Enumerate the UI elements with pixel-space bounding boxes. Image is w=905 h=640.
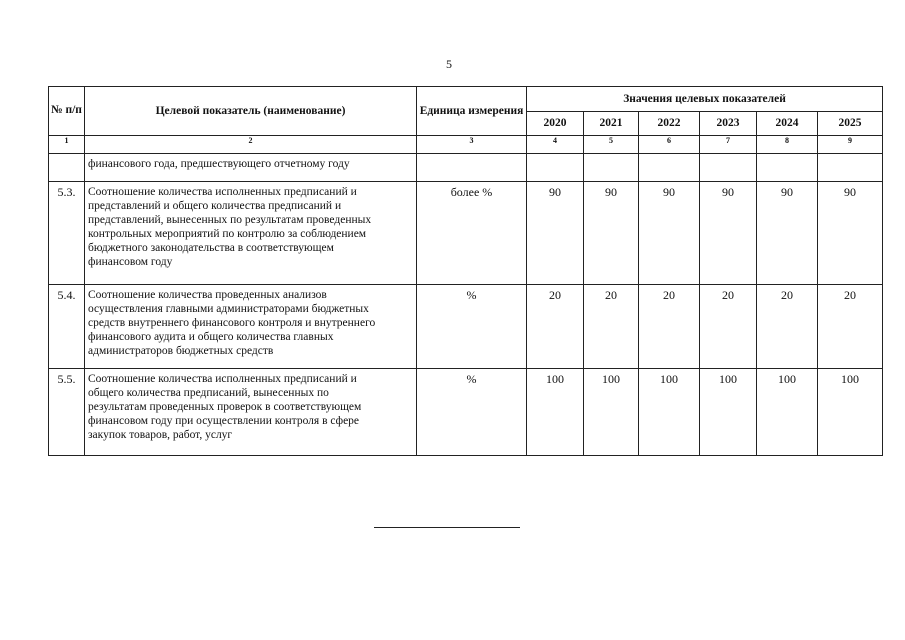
header-year: 2024	[757, 112, 818, 136]
value-2024: 100	[757, 369, 818, 456]
continuation-text: финансового года, предшествующего отчетному году	[85, 154, 417, 182]
name-line: представлений и общего количества предписаний и	[88, 200, 342, 213]
value-2022: 100	[639, 369, 700, 456]
empty-cell	[700, 154, 757, 182]
empty-cell	[417, 154, 527, 182]
name-line: средств внутреннего финансового контроля и внутреннего	[88, 317, 376, 330]
page-number: 5	[446, 57, 452, 71]
value-2023: 90	[700, 182, 757, 285]
header-year: 2020	[527, 112, 584, 136]
column-number-row	[49, 136, 883, 154]
value-2020: 20	[527, 285, 584, 369]
name-line: администраторов бюджетных средств	[88, 345, 274, 358]
name-line: финансовом году при осуществлении контроля в сфере	[88, 415, 360, 428]
indicator-name	[85, 182, 417, 285]
row-index: 5.4.	[49, 285, 85, 369]
unit: %	[417, 285, 527, 369]
empty-cell	[757, 154, 818, 182]
name-line: Соотношение количества исполненных предписаний и	[88, 186, 357, 198]
continuation-row	[49, 154, 883, 182]
name-line: Соотношение количества проведенных анализов	[88, 289, 327, 301]
name-line: общего количества предписаний, вынесенных по	[88, 387, 329, 400]
name-line: осуществления главными администраторами бюджетных	[88, 303, 369, 316]
name-line: закупок товаров, работ, услуг	[88, 429, 233, 442]
name-line: контрольных мероприятий по контролю за соблюдением	[88, 228, 367, 241]
indicators-table	[48, 86, 883, 456]
column-number: 6	[639, 136, 700, 154]
value-2020: 90	[527, 182, 584, 285]
column-number: 8	[757, 136, 818, 154]
column-number: 5	[584, 136, 639, 154]
column-number: 3	[417, 136, 527, 154]
table-row	[49, 182, 883, 285]
unit: %	[417, 369, 527, 456]
value-2021: 100	[584, 369, 639, 456]
name-line: бюджетного законодательства в соответствующем	[88, 242, 334, 255]
column-number: 9	[818, 136, 883, 154]
header-year: 2025	[818, 112, 883, 136]
value-2021: 20	[584, 285, 639, 369]
value-2022: 90	[639, 182, 700, 285]
value-2022: 20	[639, 285, 700, 369]
header-year: 2022	[639, 112, 700, 136]
table-row	[49, 285, 883, 369]
name-line: результатам проведенных проверок в соответствующем	[88, 401, 362, 414]
name-line: финансовом году	[88, 256, 173, 269]
value-2021: 90	[584, 182, 639, 285]
name-line: финансового аудита и общего количества главных	[88, 331, 334, 344]
header-values-group: Значения целевых показателей	[527, 87, 883, 112]
column-number: 2	[85, 136, 417, 154]
header-year: 2023	[700, 112, 757, 136]
value-2025: 100	[818, 369, 883, 456]
value-2023: 20	[700, 285, 757, 369]
column-number: 4	[527, 136, 584, 154]
row-index: 5.3.	[49, 182, 85, 285]
empty-cell	[639, 154, 700, 182]
header-year: 2021	[584, 112, 639, 136]
indicator-name	[85, 369, 417, 456]
indicator-name	[85, 285, 417, 369]
name-line: представлений, вынесенных по результатам проведенных	[88, 214, 372, 227]
value-2025: 20	[818, 285, 883, 369]
value-2024: 20	[757, 285, 818, 369]
empty-cell	[49, 154, 85, 182]
header-num: № п/п	[49, 87, 85, 136]
table-row	[49, 369, 883, 456]
row-index: 5.5.	[49, 369, 85, 456]
header-unit: Единица измерения	[417, 87, 527, 136]
closing-divider-line	[374, 527, 520, 528]
header-name: Целевой показатель (наименование)	[85, 87, 417, 136]
empty-cell	[527, 154, 584, 182]
column-number: 7	[700, 136, 757, 154]
value-2023: 100	[700, 369, 757, 456]
unit: более %	[417, 182, 527, 285]
name-line: Соотношение количества исполненных предписаний и	[88, 373, 357, 385]
column-number: 1	[49, 136, 85, 154]
value-2020: 100	[527, 369, 584, 456]
empty-cell	[584, 154, 639, 182]
value-2024: 90	[757, 182, 818, 285]
value-2025: 90	[818, 182, 883, 285]
empty-cell	[818, 154, 883, 182]
